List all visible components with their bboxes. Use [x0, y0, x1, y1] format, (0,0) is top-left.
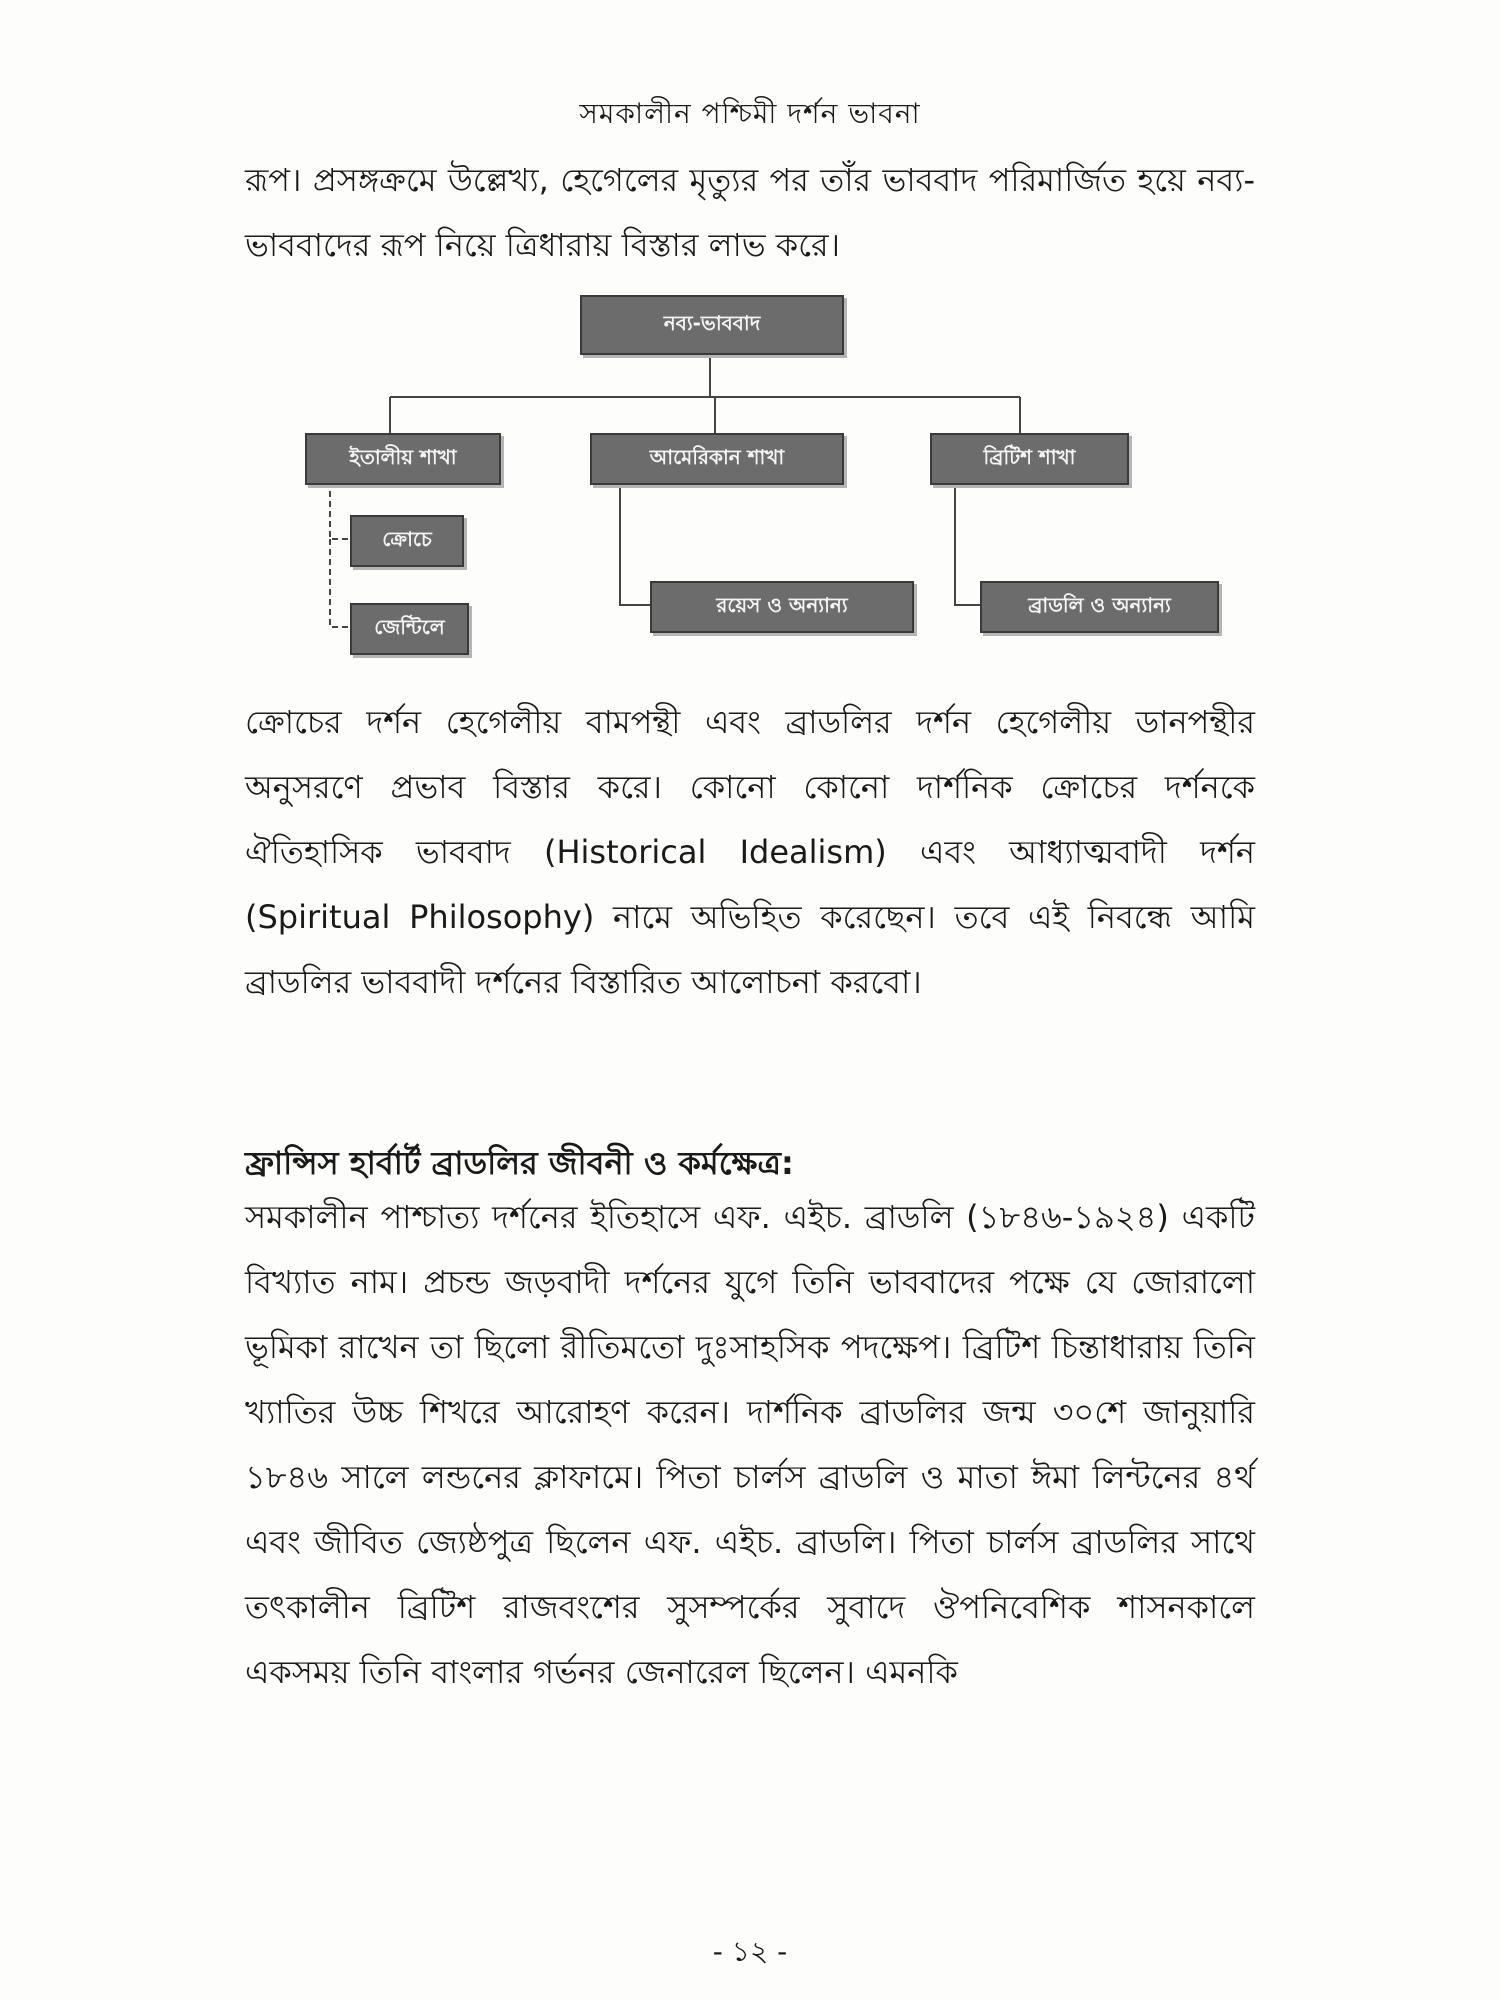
paragraph-intro: রূপ। প্রসঙ্গক্রমে উল্লেখ্য, হেগেলের মৃত্যুর পর তাঁর ভাববাদ পরিমার্জিত হয়ে নব্য-ভাববাদের রূপ নিয়ে ত্রিধারায় বিস্তার লাভ করে।: [245, 161, 1255, 264]
running-header: সমকালীন পশ্চিমী দর্শন ভাবনা: [579, 97, 921, 130]
node-italian-branch: ইতালীয় শাখা: [305, 433, 501, 485]
node-american-branch: আমেরিকান শাখা: [590, 433, 844, 485]
node-royce-and-others: রয়েস ও অন্যান্য: [650, 581, 914, 633]
paragraph-biography: সমকালীন পাশ্চাত্য দর্শনের ইতিহাসে এফ. এইচ. ব্রাডলি (১৮৪৬-১৯২৪) একটি বিখ্যাত নাম। প্রচন্ড জড়বাদী দর্শনের যুগে তিনি ভাববাদের পক্ষে যে জোরালো ভূমিকা রাখেন তা ছিলো রীতিমতো দুঃসাহসিক পদক্ষেপ। ব্রিটিশ চিন্তাধারায় তিনি খ্যাতির উচ্চ শিখরে আরোহণ করেন। দার্শনিক ব্রাডলির জন্ম ৩০শে জানুয়ারি ১৮৪৬ সালে লন্ডনের ক্লাফামে। পিতা চার্লস ব্রাডলি ও মাতা ঈমা লিন্টনের ৪র্থ এবং জীবিত জ্যেষ্ঠপুত্র ছিলেন এফ. এইচ. ব্রাডলি। পিতা চার্লস ব্রাডলির সাথে তৎকালীন ব্রিটিশ রাজবংশের সুসম্পর্কের সুবাদে ঔপনিবেশিক শাসনকালে একসময় তিনি বাংলার গর্ভনর জেনারেল ছিলেন। এমনকি: [245, 1198, 1255, 1691]
section-heading: ফ্রান্সিস হার্বার্ট ব্রাডলির জীবনী ও কর্মক্ষেত্র:: [245, 1144, 794, 1182]
node-croce: ক্রোচে: [350, 515, 464, 567]
node-bradley-and-others: ব্রাডলি ও অন্যান্য: [980, 581, 1219, 633]
node-neo-idealism: নব্য-ভাববাদ: [580, 295, 844, 355]
neo-idealism-tree-diagram: [290, 285, 1210, 660]
paragraph-croce-bradley: ক্রোচের দর্শন হেগেলীয় বামপন্থী এবং ব্রাডলির দর্শন হেগেলীয় ডানপন্থীর অনুসরণে প্রভাব বিস্তার করে। কোনো কোনো দার্শনিক ক্রোচের দর্শনকে ঐতিহাসিক ভাববাদ (Historical Idealism) এবং আধ্যাত্মবাদী দর্শন (Spiritual Philosophy) নামে অভিহিত করেছেন। তবে এই নিবন্ধে আমি ব্রাডলির ভাববাদী দর্শনের বিস্তারিত আলোচনা করবো।: [245, 703, 1255, 1001]
node-british-branch: ব্রিটিশ শাখা: [930, 433, 1129, 485]
page-number: - ১২ -: [712, 1935, 788, 1968]
node-gentile: জেন্টিলে: [350, 603, 469, 655]
